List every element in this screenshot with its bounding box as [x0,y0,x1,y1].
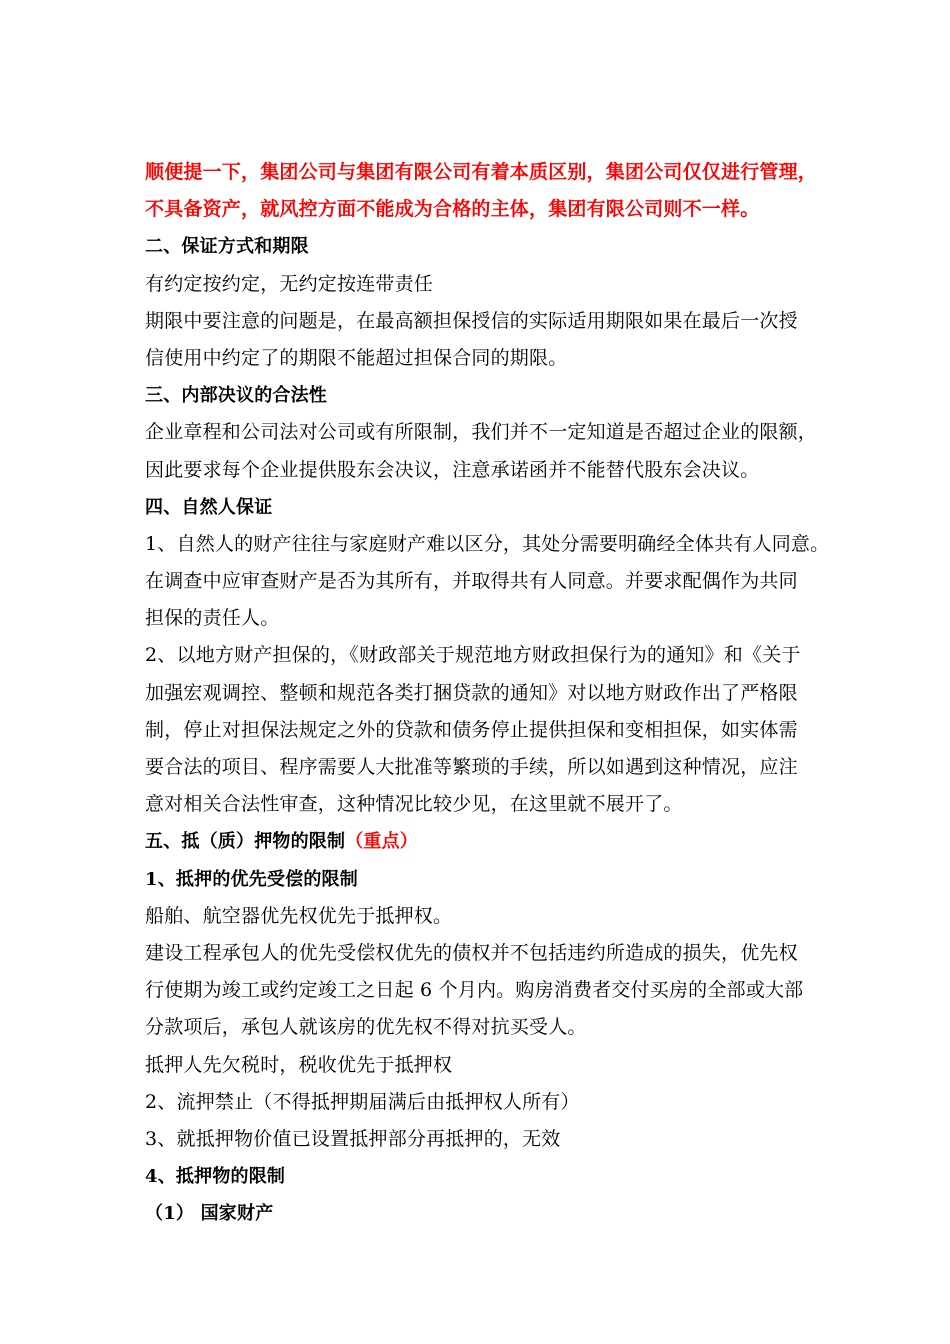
paragraph: 船舶、航空器优先权优先于抵押权。 [145,904,453,927]
document-page [145,154,830,1232]
list-item: 2、流押禁止（不得抵押期届满后由抵押权人所有） [145,1090,580,1113]
paragraph: 抵押人先欠税时，税收优先于抵押权 [145,1053,453,1076]
section-heading-collateral-restriction [145,823,827,860]
list-item: 3、就抵押物价值已设置抵押部分再抵押的，无效 [145,1127,561,1150]
list-item: 加强宏观调控、整顿和规范各类打捆贷款的通知》对以地方财政作出了严格限 [145,681,798,704]
list-item: 在调查中应审查财产是否为其所有，并取得共有人同意。并要求配偶作为共同 [145,570,798,593]
section-heading-text: 五、抵（质）押物的限制 [145,831,346,853]
subheading-priority: 1、抵押的优先受偿的限制 [145,868,358,890]
list-item: 2、以地方财产担保的，《财政部关于规范地方财政担保行为的通知》和《关于 [145,644,801,667]
paragraph: 行使期为竣工或约定竣工之日起 6 个月内。购房消费者交付买房的全部或大部 [145,979,804,1002]
paragraph: 企业章程和公司法对公司或有所限制，我们并不一定知道是否超过企业的限额， [145,421,818,444]
paragraph: 信使用中约定了的期限不能超过担保合同的期限。 [145,346,568,369]
paragraph: 期限中要注意的问题是，在最高额担保授信的实际适用期限如果在最后一次授 [145,309,798,332]
paragraph: 分款项后，承包人就该房的优先权不得对抗买受人。 [145,1016,587,1039]
subheading-collateral-limit: 4、抵押物的限制 [145,1166,286,1188]
list-item: 制，停止对担保法规定之外的贷款和债务停止提供担保和变相担保，如实体需 [145,718,798,741]
paragraph: 有约定按约定，无约定按连带责任 [145,272,434,295]
subheading-state-property: （1） 国家财产 [145,1203,274,1225]
intro-line-1: 顺便提一下，集团公司与集团有限公司有着本质区别，集团公司仅仅进行管理， [145,161,818,183]
intro-line-2: 不具备资产，就风控方面不能成为合格的主体，集团有限公司则不一样。 [145,198,760,221]
section-heading-natural-person: 四、自然人保证 [145,496,273,518]
section-heading-internal-resolution: 三、内部决议的合法性 [145,385,327,407]
list-item: 要合法的项目、程序需要人大批准等繁琐的手续，所以如遇到这种情况，应注 [145,756,798,778]
list-item: 担保的责任人。 [145,607,280,630]
list-item: 意对相关合法性审查，这种情况比较少见，在这里就不展开了。 [145,793,683,816]
section-heading-guarantee-method: 二、保证方式和期限 [145,236,309,258]
paragraph: 建设工程承包人的优先受偿权优先的债权并不包括违约所造成的损失，优先权 [145,941,798,964]
key-point-note: （重点） [345,831,419,853]
paragraph: 因此要求每个企业提供股东会决议，注意承诺函并不能替代股东会决议。 [145,458,760,481]
list-item: 1、自然人的财产往往与家庭财产难以区分，其处分需要明确经全体共有人同意。 [145,532,830,555]
